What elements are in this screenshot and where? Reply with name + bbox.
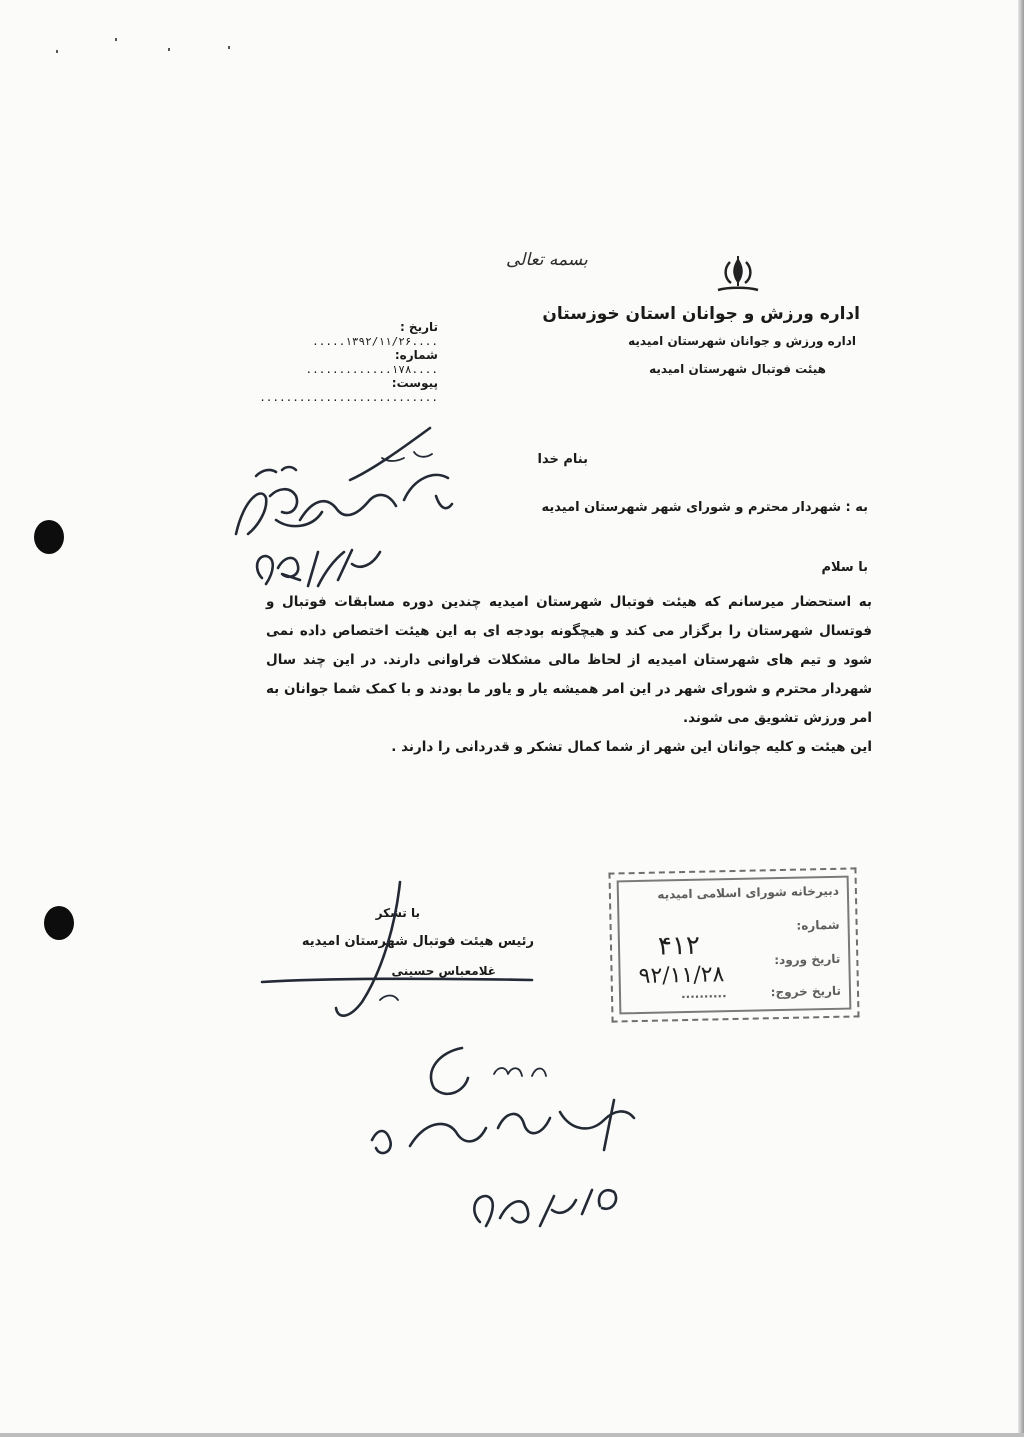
stamp-number: ۴۱۲ [657,930,701,962]
org-department: هیئت فوتبال شهرستان امیدیه [649,362,826,376]
handwritten-bottom-note [372,1048,634,1153]
handwritten-date-top [257,550,380,586]
stamp-date: ۹۲/۱۱/۲۸ [638,962,725,990]
signer-title: رئیس هیئت فوتبال شهرستان امیدیه [301,934,534,949]
org-title: اداره ورزش و جوانان استان خوزستان [542,304,860,324]
closing-text: با تشکر [375,906,420,920]
stamp-date-label: تاریخ ورود: [774,951,841,968]
basmala-header: بسمه تعالی [506,250,588,270]
stamp-exit-value: .......... [680,986,727,1002]
number-value: ....۱۷۸............. [305,363,438,376]
attachment-value: ........................... [259,391,438,404]
stamp-number-label: شماره: [796,917,840,933]
stamp-exit-label: تاریخ خروج: [770,983,842,1000]
handwritten-date-bottom [474,1190,616,1226]
date-value: ....۱۳۹۲/۱۱/۲۶..... [312,335,438,348]
body-paragraph: به استحضار میرسانم که هیئت فوتبال شهرستان امیدیه چندین دوره مسابقات فوتبال و فوتسال شهرستان را برگزار می کند و هیچگونه بودجه ای به این هیئت اختصاص داده نمی شود و تیم های شهرستان امیدیه از لحاظ مالی مشکلات فراوانی دارند. در این چند سال شهردار محترم و شورای شهر در این امر همیشه یار و یاور ما بودند و با کمک شما جوانان به امر ورزش تشویق می شوند. [266,594,872,726]
handwritten-signature [262,882,532,1016]
date-label: تاریخ : [399,320,438,334]
recipient-line: به : شهردار محترم و شورای شهر شهرستان امیدیه [541,500,868,515]
org-subtitle: اداره ورزش و جوانان شهرستان امیدیه [628,334,856,348]
attachment-label: پیوست: [391,376,438,390]
number-label: شماره: [394,348,438,362]
in-the-name-of-god: بنام خدا [537,452,588,467]
stamp-office: دبیرخانه شورای اسلامی امیدیه [657,883,840,902]
greeting: با سلام [821,560,868,575]
signer-name: غلامعباس حسینی [391,964,496,978]
handwritten-referral-note [236,428,452,534]
body-paragraph: این هیئت و کلیه جوانان این شهر از شما کمال تشکر و قدردانی را دارند . [391,739,872,755]
